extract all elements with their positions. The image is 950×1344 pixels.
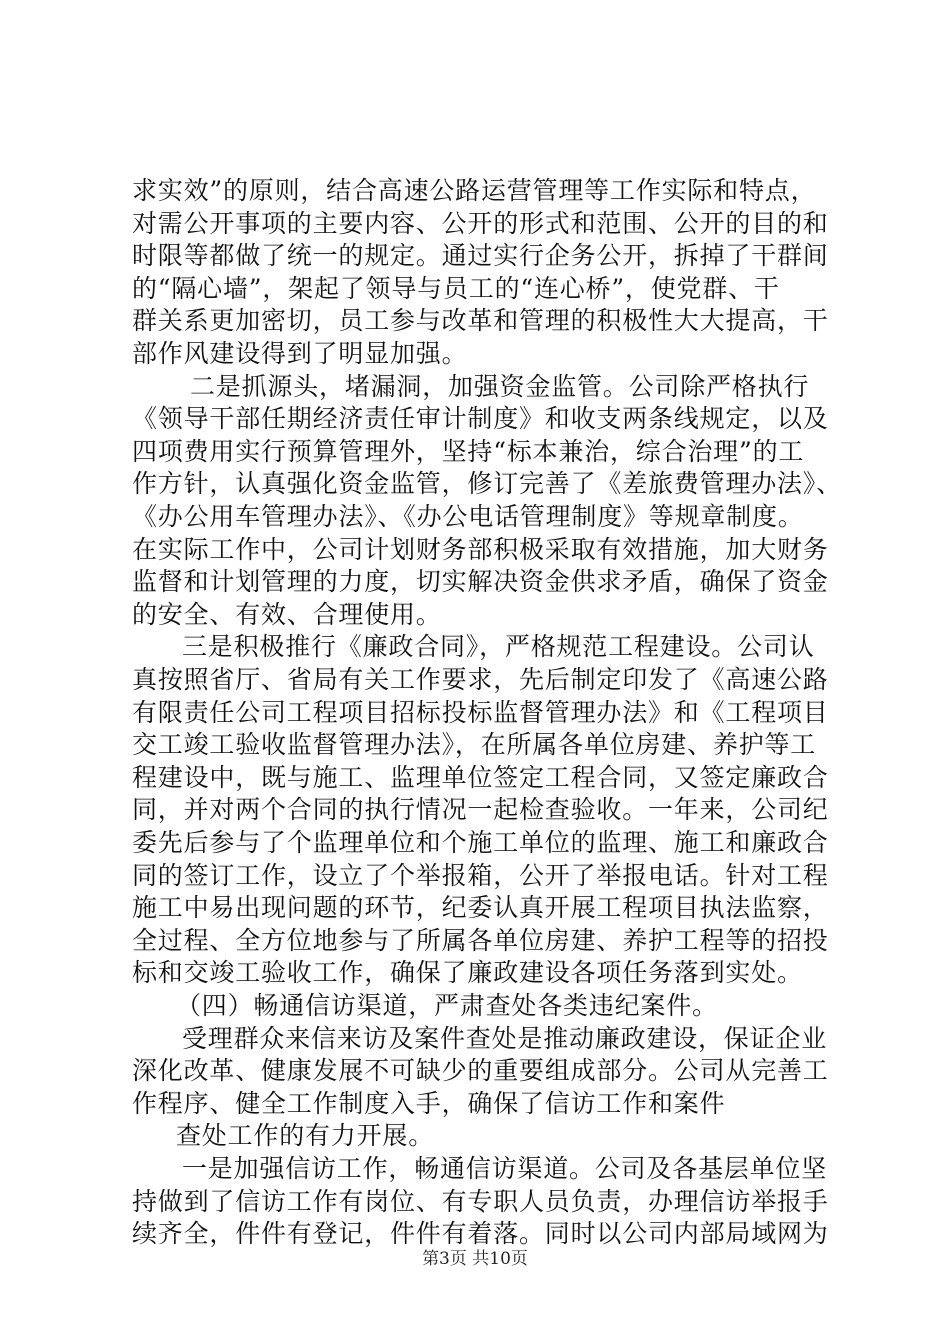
text-line: 续齐全，件件有登记，件件有着落。同时以公司内部局域网为 <box>132 1219 829 1249</box>
text-line: 查处工作的有力开展。 <box>176 1121 435 1151</box>
text-line: 时限等都做了统一的规定。通过实行企务公开，拆掉了干群间 <box>132 241 829 271</box>
text-line: 求实效”的原则，结合高速公路运营管理等工作实际和特点， <box>132 176 817 205</box>
text-line: 对需公开事项的主要内容、公开的形式和范围、公开的目的和 <box>132 208 829 238</box>
text-line: 四项费用实行预算管理外，坚持“标本兼治，综合治理”的工 <box>132 436 805 466</box>
text-line: 的“隔心墙”，架起了领导与员工的“连心桥”，使党群、干 <box>132 273 780 303</box>
text-line: 委先后参与了个监理单位和个施工单位的监理、施工和廉政合 <box>132 828 829 857</box>
text-line: 部作风建设得到了明显加强。 <box>132 339 468 368</box>
text-line: 程建设中，既与施工、监理单位签定工程合同，又签定廉政合 <box>132 762 829 792</box>
text-line: 同，并对两个合同的执行情况一起检查验收。一年来，公司纪 <box>132 795 829 825</box>
text-line: 群关系更加密切，员工参与改革和管理的积极性大大提高，干 <box>132 306 829 336</box>
text-line: 持做到了信访工作有岗位、有专职人员负责，办理信访举报手 <box>132 1186 829 1216</box>
text-line: 真按照省厅、省局有关工作要求，先后制定印发了《高速公路 <box>132 665 829 694</box>
text-line: （四）畅通信访渠道，严肃查处各类违纪案件。 <box>176 991 718 1020</box>
text-line: 作程序、健全工作制度入手，确保了信访工作和案件 <box>132 1088 726 1118</box>
text-line: 深化改革、健康发展不可缺少的重要组成部分。公司从完善工 <box>132 1056 829 1086</box>
text-line: 三是积极推行《廉政合同》，严格规范工程建设。公司认 <box>182 632 815 662</box>
text-line: 同的签订工作，设立了个举报箱，公开了举报电话。针对工程 <box>132 860 829 890</box>
text-line: 标和交竣工验收工作，确保了廉政建设各项任务落到实处。 <box>132 958 803 988</box>
page-footer: 第3页 共10页 <box>422 1249 528 1269</box>
text-line: 监督和计划管理的力度，切实解决资金供求矛盾，确保了资金 <box>132 567 829 597</box>
text-line: 二是抓源头，堵漏洞，加强资金监管。公司除严格执行 <box>190 371 810 401</box>
text-line: 的安全、有效、合理使用。 <box>132 599 442 629</box>
text-line: 有限责任公司工程项目招标投标监督管理办法》和《工程项目 <box>132 697 829 727</box>
text-line: 全过程、全方位地参与了所属各单位房建、养护工程等的招投 <box>132 925 829 955</box>
text-line: 受理群众来信来访及案件查处是推动廉政建设，保证企业 <box>182 1023 828 1053</box>
text-line: 交工竣工验收监督管理办法》，在所属各单位房建、养护等工 <box>132 730 817 760</box>
text-line: 施工中易出现问题的环节，纪委认真开展工程项目执法监察， <box>132 893 829 923</box>
text-line: 《办公用车管理办法》、《办公电话管理制度》等规章制度。 <box>132 502 804 531</box>
text-line: 一是加强信访工作，畅通信访渠道。公司及各基层单位坚 <box>182 1154 828 1183</box>
text-line: 作方针，认真强化资金监管，修订完善了《差旅费管理办法》、 <box>132 469 842 499</box>
text-line: 在实际工作中，公司计划财务部积极采取有效措施，加大财务 <box>132 534 829 564</box>
text-line: 《领导干部任期经济责任审计制度》和收支两条线规定，以及 <box>132 404 829 434</box>
